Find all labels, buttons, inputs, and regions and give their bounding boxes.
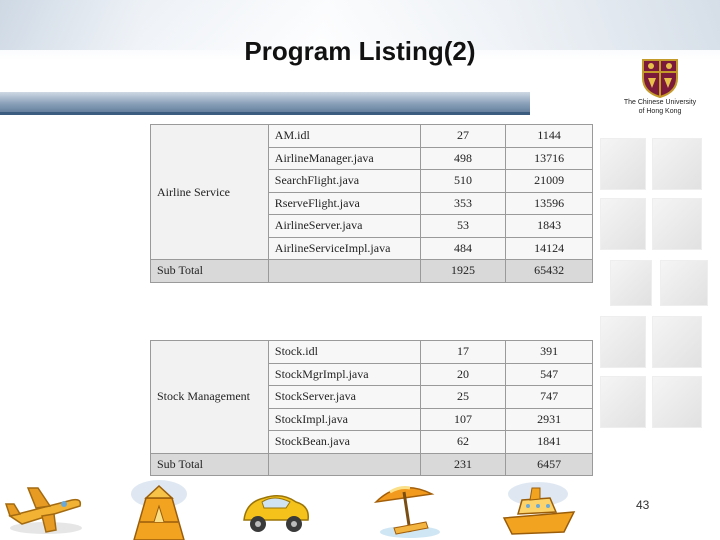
subtotal-row [151, 260, 593, 283]
crest-icon [639, 58, 681, 98]
file-name: Stock.idl [268, 341, 420, 364]
file-name: AM.idl [268, 125, 420, 148]
value-cell: 484 [420, 237, 506, 260]
file-name: AirlineServer.java [268, 215, 420, 238]
group-label: Stock Management [151, 341, 269, 454]
file-name: SearchFlight.java [268, 170, 420, 193]
value-cell: 1144 [506, 125, 593, 148]
airplane-icon [2, 478, 88, 540]
file-name: AirlineManager.java [268, 147, 420, 170]
value-cell: 14124 [506, 237, 593, 260]
value-cell: 20 [420, 363, 506, 386]
value-cell: 13716 [506, 147, 593, 170]
subtotal-label: Sub Total [151, 260, 269, 283]
value-cell: 25 [420, 386, 506, 409]
subtotal-value: 1925 [420, 260, 506, 283]
title-underline-bar [0, 92, 530, 114]
beach-umbrella-icon [370, 478, 446, 540]
file-name: StockBean.java [268, 431, 420, 454]
ship-icon [500, 478, 578, 540]
slide-title: Program Listing(2) [244, 36, 476, 66]
file-name: StockMgrImpl.java [268, 363, 420, 386]
value-cell: 498 [420, 147, 506, 170]
file-name: StockImpl.java [268, 408, 420, 431]
car-icon [238, 478, 314, 540]
value-cell: 547 [506, 363, 593, 386]
title-underline-line [0, 112, 530, 115]
value-cell: 107 [420, 408, 506, 431]
table-row [151, 125, 593, 148]
table-row [151, 341, 593, 364]
subtotal-row [151, 453, 593, 476]
airline-service-table [150, 124, 593, 283]
value-cell: 1841 [506, 431, 593, 454]
logo-line-1: The Chinese University [623, 99, 697, 106]
university-logo [612, 58, 708, 122]
subtotal-value: 65432 [506, 260, 593, 283]
empty-cell [268, 453, 420, 476]
file-name: StockServer.java [268, 386, 420, 409]
hot-air-balloon-icon [124, 478, 194, 540]
value-cell: 391 [506, 341, 593, 364]
value-cell: 53 [420, 215, 506, 238]
subtotal-value: 231 [420, 453, 506, 476]
decorative-tiles [590, 120, 720, 480]
value-cell: 510 [420, 170, 506, 193]
logo-line-2: of Hong Kong [638, 108, 682, 115]
subtotal-label: Sub Total [151, 453, 269, 476]
page-number: 43 [636, 498, 650, 512]
group-label: Airline Service [151, 125, 269, 260]
empty-cell [268, 260, 420, 283]
value-cell: 1843 [506, 215, 593, 238]
value-cell: 21009 [506, 170, 593, 193]
value-cell: 353 [420, 192, 506, 215]
file-name: RserveFlight.java [268, 192, 420, 215]
value-cell: 747 [506, 386, 593, 409]
value-cell: 62 [420, 431, 506, 454]
value-cell: 17 [420, 341, 506, 364]
value-cell: 13596 [506, 192, 593, 215]
value-cell: 2931 [506, 408, 593, 431]
stock-management-table [150, 340, 593, 476]
subtotal-value: 6457 [506, 453, 593, 476]
value-cell: 27 [420, 125, 506, 148]
file-name: AirlineServiceImpl.java [268, 237, 420, 260]
